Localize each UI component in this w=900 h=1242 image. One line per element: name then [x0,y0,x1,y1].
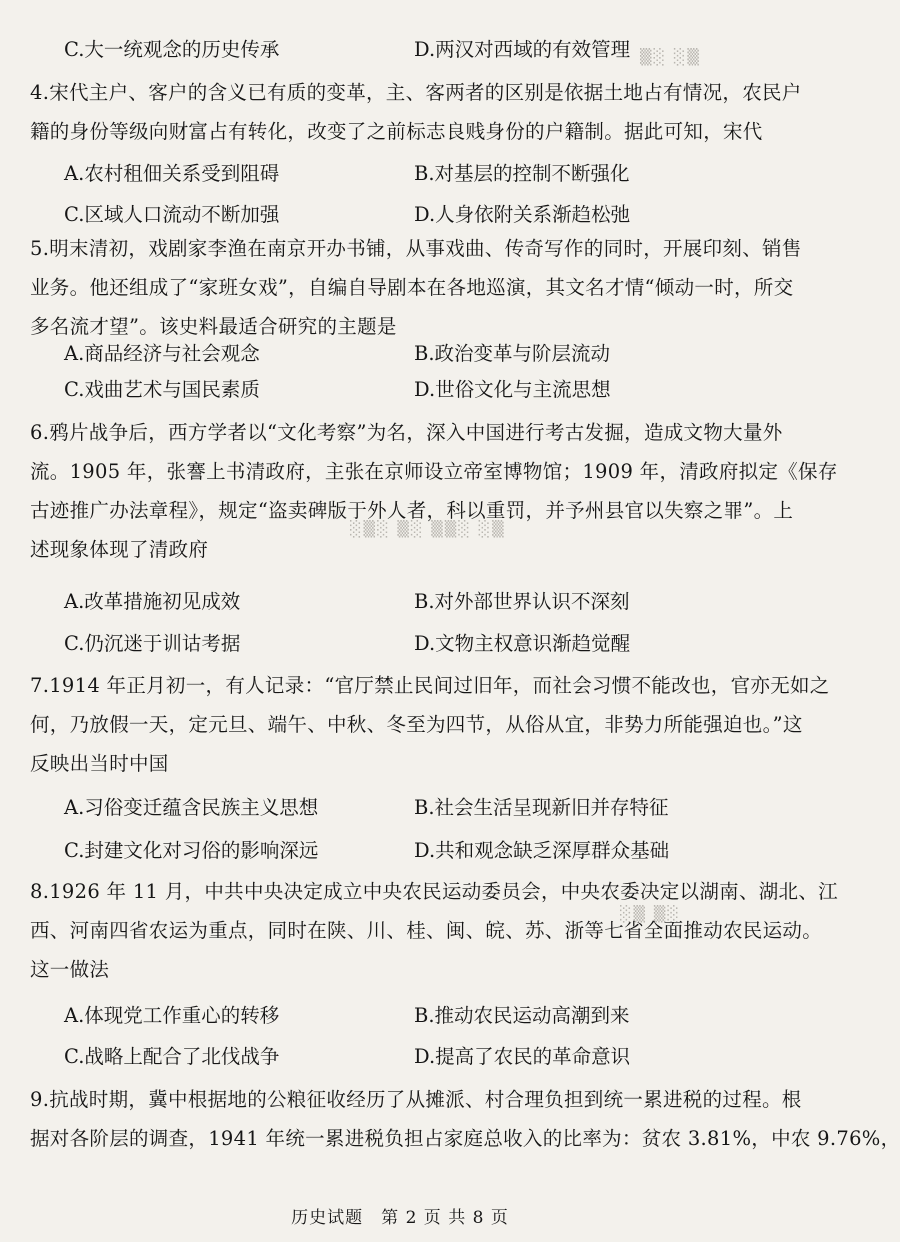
question-7-line-3: 反映出当时中国 [30,752,169,775]
question-4-line-1: 4.宋代主户、客户的含义已有质的变革，主、客两者的区别是依据土地占有情况，农民户 [30,81,802,104]
q8-option-a: A.体现党工作重心的转移 [64,1004,280,1027]
q7-option-b: B.社会生活呈现新旧并存特征 [414,796,669,819]
q6-option-c: C.仍沉迷于训诂考据 [64,632,241,655]
bleed-through-shadow: ░▒ ▒░ [620,905,681,923]
question-7-line-2: 何，乃放假一天，定元旦、端午、中秋、冬至为四节，从俗从宜，非势力所能强迫也。”这 [30,713,803,736]
page-footer: 历史试题 第 2 页 共 8 页 [291,1208,509,1228]
question-9-stem [30,1080,900,1158]
bleed-through-shadow: ▒░ ░▒ [640,48,701,66]
q7-option-d: D.共和观念缺乏深厚群众基础 [414,839,670,862]
question-7-line-1: 7.1914 年正月初一，有人记录：“官厅禁止民间过旧年，而社会习惯不能改也，官亦无如之 [30,674,830,697]
question-9-line-1: 9.抗战时期，冀中根据地的公粮征收经历了从摊派、村合理负担到统一累进税的过程。根 [30,1088,802,1111]
q3-option-d: D.两汉对西域的有效管理 [414,38,631,61]
q8-option-b: B.推动农民运动高潮到来 [414,1004,630,1027]
q5-option-c: C.戏曲艺术与国民素质 [64,378,260,401]
q5-option-d: D.世俗文化与主流思想 [414,378,611,401]
q8-option-c: C.战略上配合了北伐战争 [64,1045,280,1068]
bleed-through-shadow: ░▒░ ▒░ ▒▒░ ░▒ [350,520,506,538]
q4-option-d: D.人身依附关系渐趋松弛 [414,203,631,226]
question-6-line-1: 6.鸦片战争后，西方学者以“文化考察”为名，深入中国进行考古发掘，造成文物大量外 [30,421,783,444]
q7-option-c: C.封建文化对习俗的影响深远 [64,839,319,862]
question-6-stem [30,413,838,569]
question-4-line-2: 籍的身份等级向财富占有转化，改变了之前标志良贱身份的户籍制。据此可知，宋代 [30,120,763,143]
question-7-stem [30,666,830,783]
question-4-stem [30,73,802,151]
question-8-line-1: 8.1926 年 11 月，中共中央决定成立中央农民运动委员会，中央农委决定以湖南、湖北、江 [30,880,838,903]
question-6-line-2: 流。1905 年，张謇上书清政府，主张在京师设立帝室博物馆；1909 年，清政府拟定《保存 [30,460,838,483]
q7-option-a: A.习俗变迁蕴含民族主义思想 [64,796,319,819]
question-8-line-2: 西、河南四省农运为重点，同时在陕、川、桂、闽、皖、苏、浙等七省全面推动农民运动。 [30,919,823,942]
question-8-line-3: 这一做法 [30,958,110,981]
question-5-stem [30,229,802,346]
q8-option-d: D.提高了农民的革命意识 [414,1045,631,1068]
question-5-line-1: 5.明末清初，戏剧家李渔在南京开办书铺，从事戏曲、传奇写作的同时，开展印刻、销售 [30,237,802,260]
question-5-line-3: 多名流才望”。该史料最适合研究的主题是 [30,315,397,338]
q6-option-b: B.对外部世界认识不深刻 [414,590,630,613]
q6-option-a: A.改革措施初见成效 [64,590,241,613]
question-9-line-2: 据对各阶层的调查，1941 年统一累进税负担占家庭总收入的比率为：贫农 3.81%，中农 9.76%， [30,1127,900,1150]
question-6-line-3: 古迹推广办法章程》，规定“盗卖碑版于外人者，科以重罚，并予州县官以失察之罪”。上 [30,499,794,522]
q4-option-c: C.区域人口流动不断加强 [64,203,280,226]
question-8-stem [30,872,838,989]
q4-option-a: A.农村租佃关系受到阻碍 [64,162,280,185]
q3-option-c: C.大一统观念的历史传承 [64,38,280,61]
question-5-line-2: 业务。他还组成了“家班女戏”，自编自导剧本在各地巡演，其文名才情“倾动一时，所交 [30,276,794,299]
q6-option-d: D.文物主权意识渐趋觉醒 [414,632,631,655]
q4-option-b: B.对基层的控制不断强化 [414,162,630,185]
q5-option-a: A.商品经济与社会观念 [64,342,260,365]
question-6-line-4: 述现象体现了清政府 [30,538,209,561]
q5-option-b: B.政治变革与阶层流动 [414,342,611,365]
